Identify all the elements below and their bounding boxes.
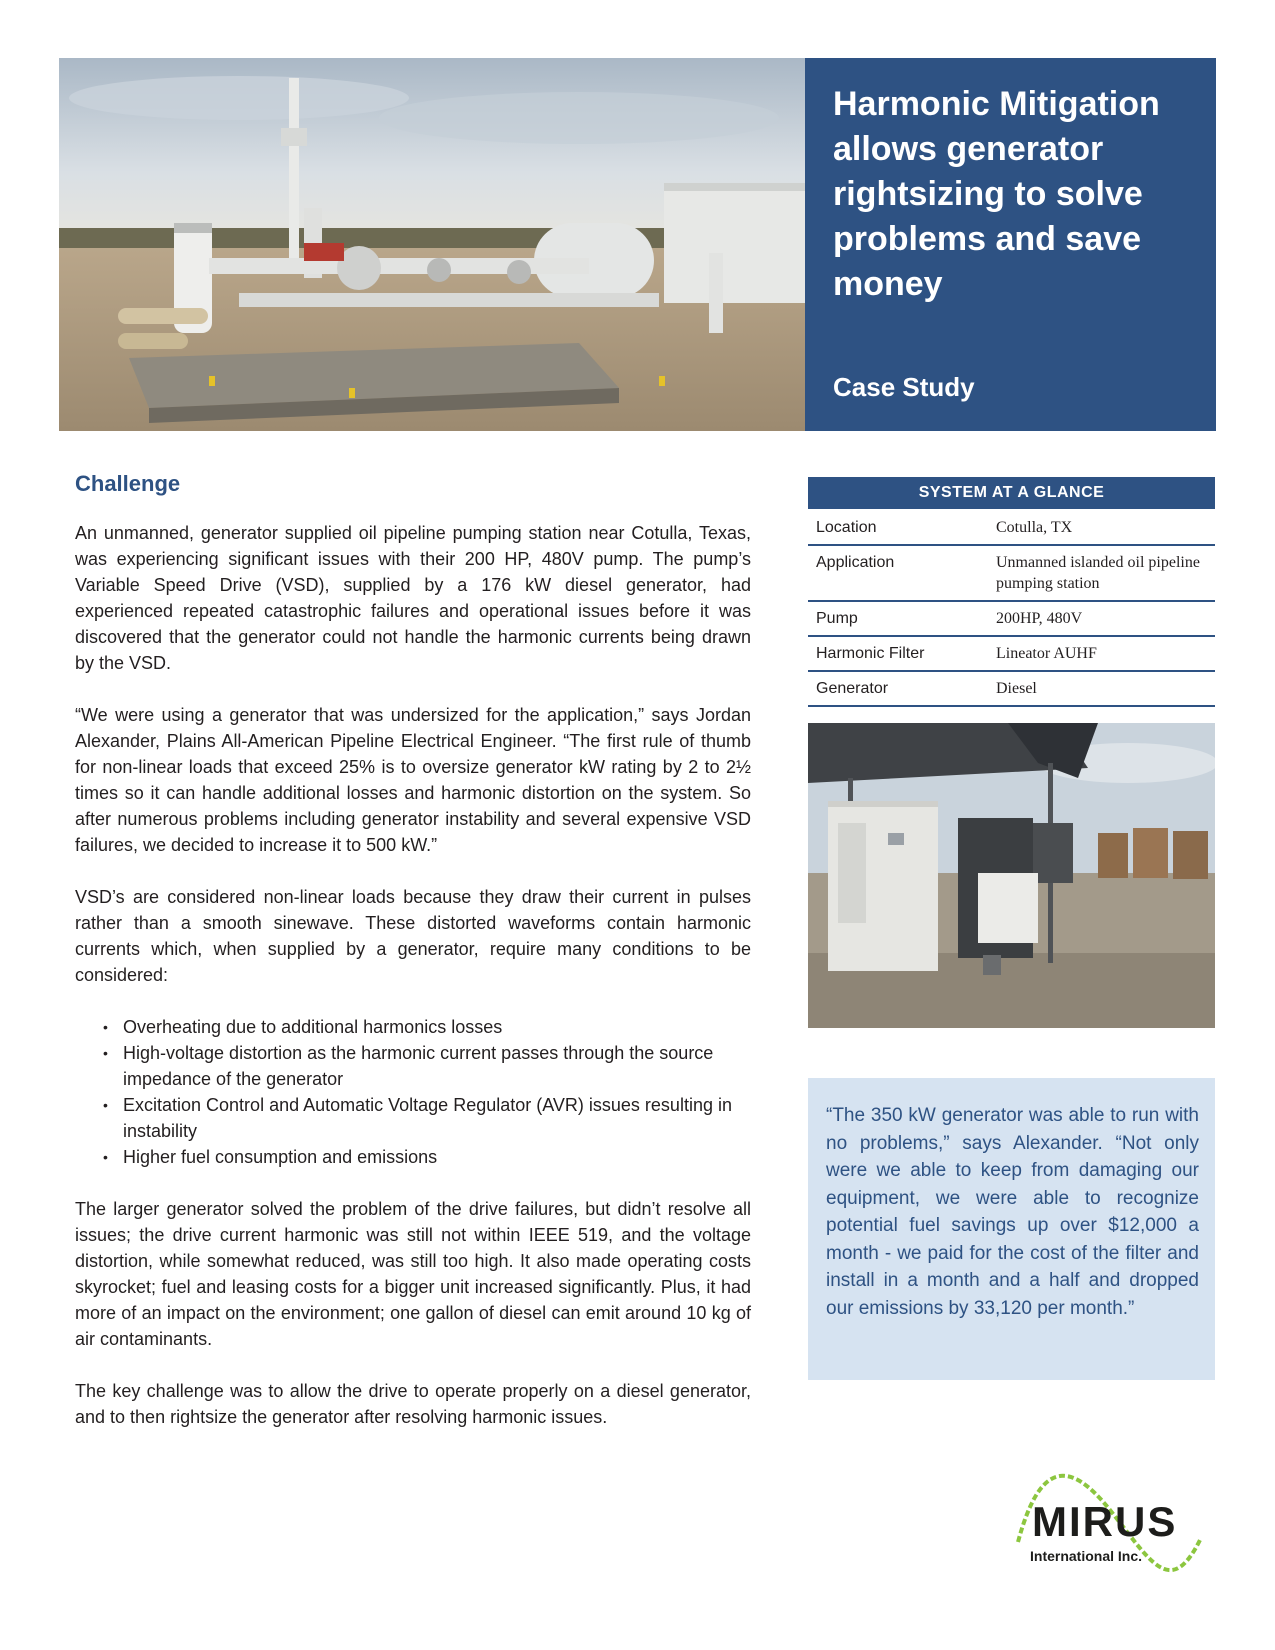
- challenge-section: [75, 470, 751, 1456]
- customer-quote: “The 350 kW generator was able to run with no problems,” says Alexander. “Not only were we able to keep from damaging our equipment, we were able to recognize potential fuel savings up over $12,000 a month - we paid for the cost of the filter and install in a month and a half and dropped our emissions by 33,120 per month.”: [826, 1105, 1199, 1319]
- glance-value: Cotulla, TX: [988, 511, 1215, 545]
- glance-label: Pump: [808, 601, 988, 636]
- system-at-a-glance-table: [808, 477, 1215, 707]
- glance-label: Generator: [808, 671, 988, 706]
- table-row: [808, 671, 1215, 706]
- glance-heading: SYSTEM AT A GLANCE: [808, 477, 1215, 509]
- quote-box: [808, 1078, 1215, 1380]
- glance-value: Unmanned islanded oil pipeline pumping station: [988, 545, 1215, 601]
- table-row: [808, 545, 1215, 601]
- filter-installation-photo: [808, 723, 1215, 1028]
- challenge-paragraph: “We were using a generator that was undersized for the application,” says Jordan Alexander, Plains All-American Pipeline Electrical Engineer. “The first rule of thumb for non-linear loads that exceed 25% is to oversize generator kW rating by 2 to 2½ times so it can handle additional losses and harmonic distortion on the system. So after numerous problems including generator instability and several expensive VSD failures, we decided to increase it to 500 kW.”: [75, 705, 751, 855]
- list-item: • Excitation Control and Automatic Voltage Regulator (AVR) issues resulting in instability: [123, 1092, 751, 1144]
- challenge-heading: Challenge: [75, 471, 181, 496]
- glance-value: Lineator AUHF: [988, 636, 1215, 671]
- mirus-logo: [1010, 1470, 1210, 1590]
- list-item: • High-voltage distortion as the harmonic current passes through the source impedance of the generator: [123, 1040, 751, 1092]
- glance-label: Application: [808, 545, 988, 601]
- title-panel: [805, 58, 1216, 431]
- table-row: [808, 636, 1215, 671]
- page-subtitle: Case Study: [833, 372, 975, 402]
- glance-value: 200HP, 480V: [988, 601, 1215, 636]
- challenge-paragraph: The key challenge was to allow the drive to operate properly on a diesel generator, and to then rightsize the generator after resolving harmonic issues.: [75, 1381, 751, 1427]
- list-item: • Overheating due to additional harmonics losses: [123, 1014, 751, 1040]
- challenge-paragraph: VSD’s are considered non-linear loads because they draw their current in pulses rather than a smooth sinewave. These distorted waveforms contain harmonic currents which, when supplied by a generator, require many conditions to be considered:: [75, 887, 751, 985]
- challenge-paragraph: An unmanned, generator supplied oil pipeline pumping station near Cotulla, Texas, was experiencing significant issues with their 200 HP, 480V pump. The pump’s Variable Speed Drive (VSD), supplied by a 176 kW diesel generator, had experienced repeated catastrophic failures and operational issues before it was discovered that the generator could not handle the harmonic currents being drawn by the VSD.: [75, 523, 751, 673]
- list-item: • Higher fuel consumption and emissions: [123, 1144, 751, 1170]
- glance-label: Harmonic Filter: [808, 636, 988, 671]
- table-row: [808, 511, 1215, 545]
- challenge-paragraph: The larger generator solved the problem of the drive failures, but didn’t resolve all issues; the drive current harmonic was still not within IEEE 519, and the voltage distortion, while somewhat reduced, was still too high. It also made operating costs skyrocket; fuel and leasing costs for a bigger unit increased significantly. Plus, it had more of an impact on the environment; one gallon of diesel can emit around 10 kg of air contaminants.: [75, 1199, 751, 1349]
- page-title: Harmonic Mitigation allows generator rightsizing to solve problems and save money: [833, 85, 1160, 303]
- logo-brand: MIRUS: [1032, 1498, 1178, 1545]
- glance-value: Diesel: [988, 671, 1215, 706]
- pumping-station-photo: [59, 58, 805, 431]
- glance-label: Location: [808, 511, 988, 545]
- conditions-list: [75, 1014, 751, 1170]
- logo-subtitle: International Inc.: [1030, 1548, 1143, 1564]
- table-row: [808, 601, 1215, 636]
